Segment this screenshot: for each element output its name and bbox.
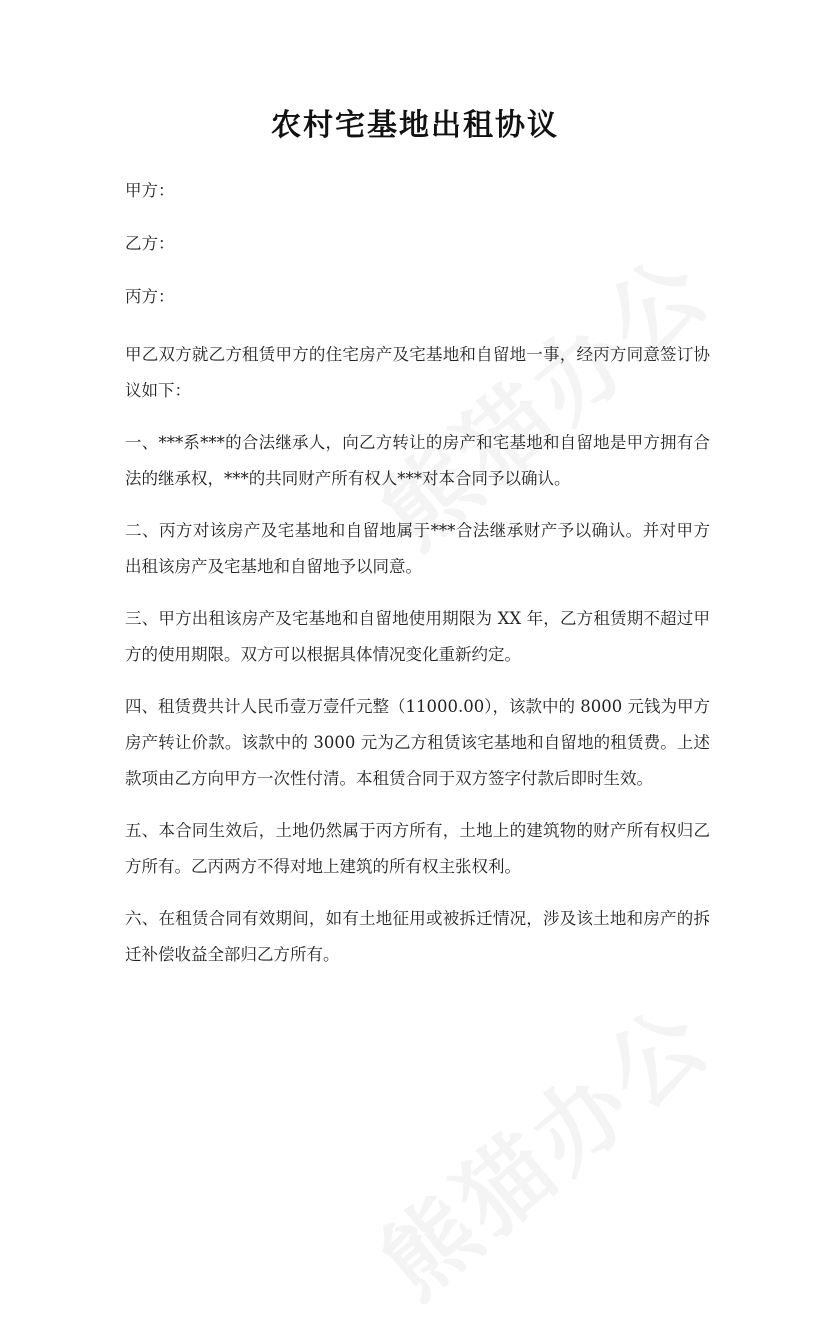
clause-6: 六、在租赁合同有效期间，如有土地征用或被拆迁情况，涉及该土地和房产的拆迁补偿收益全部归乙方所有。 <box>125 909 710 964</box>
party-b-line: 乙方： <box>125 234 175 253</box>
document-title: 农村宅基地出租协议 <box>271 108 559 143</box>
watermark <box>348 969 733 1322</box>
clause-2: 二、丙方对该房产及宅基地和自留地属于***合法继承财产予以确认。并对甲方出租该房产及宅基地和自留地予以同意。 <box>125 521 710 576</box>
clause-3: 三、甲方出租该房产及宅基地和自留地使用期限为 XX 年，乙方租赁期不超过甲方的使用期限。双方可以根据具体情况变化重新约定。 <box>125 609 710 664</box>
clause-5: 五、本合同生效后，土地仍然属于丙方所有，土地上的建筑物的财产所有权归乙方所有。乙丙两方不得对地上建筑的所有权主张权利。 <box>125 821 710 876</box>
clause-4: 四、租赁费共计人民币壹万壹仟元整（11000.00），该款中的 8000 元钱为甲方房产转让价款。该款中的 3000 元为乙方租赁该宅基地和自留地的租赁费。上述款项由乙方向甲方一次性付清。本租赁合同于双方签字付款后即时生效。 <box>125 697 710 788</box>
party-a-line: 甲方： <box>125 181 175 200</box>
document-body <box>125 178 710 989</box>
party-c-line: 丙方： <box>125 287 175 306</box>
intro-paragraph: 甲乙双方就乙方租赁甲方的住宅房产及宅基地和自留地一事，经丙方同意签订协议如下： <box>125 345 710 400</box>
clause-1: 一、***系***的合法继承人，向乙方转让的房产和宅基地和自留地是甲方拥有合法的继承权，***的共同财产所有权人***对本合同予以确认。 <box>125 433 710 488</box>
